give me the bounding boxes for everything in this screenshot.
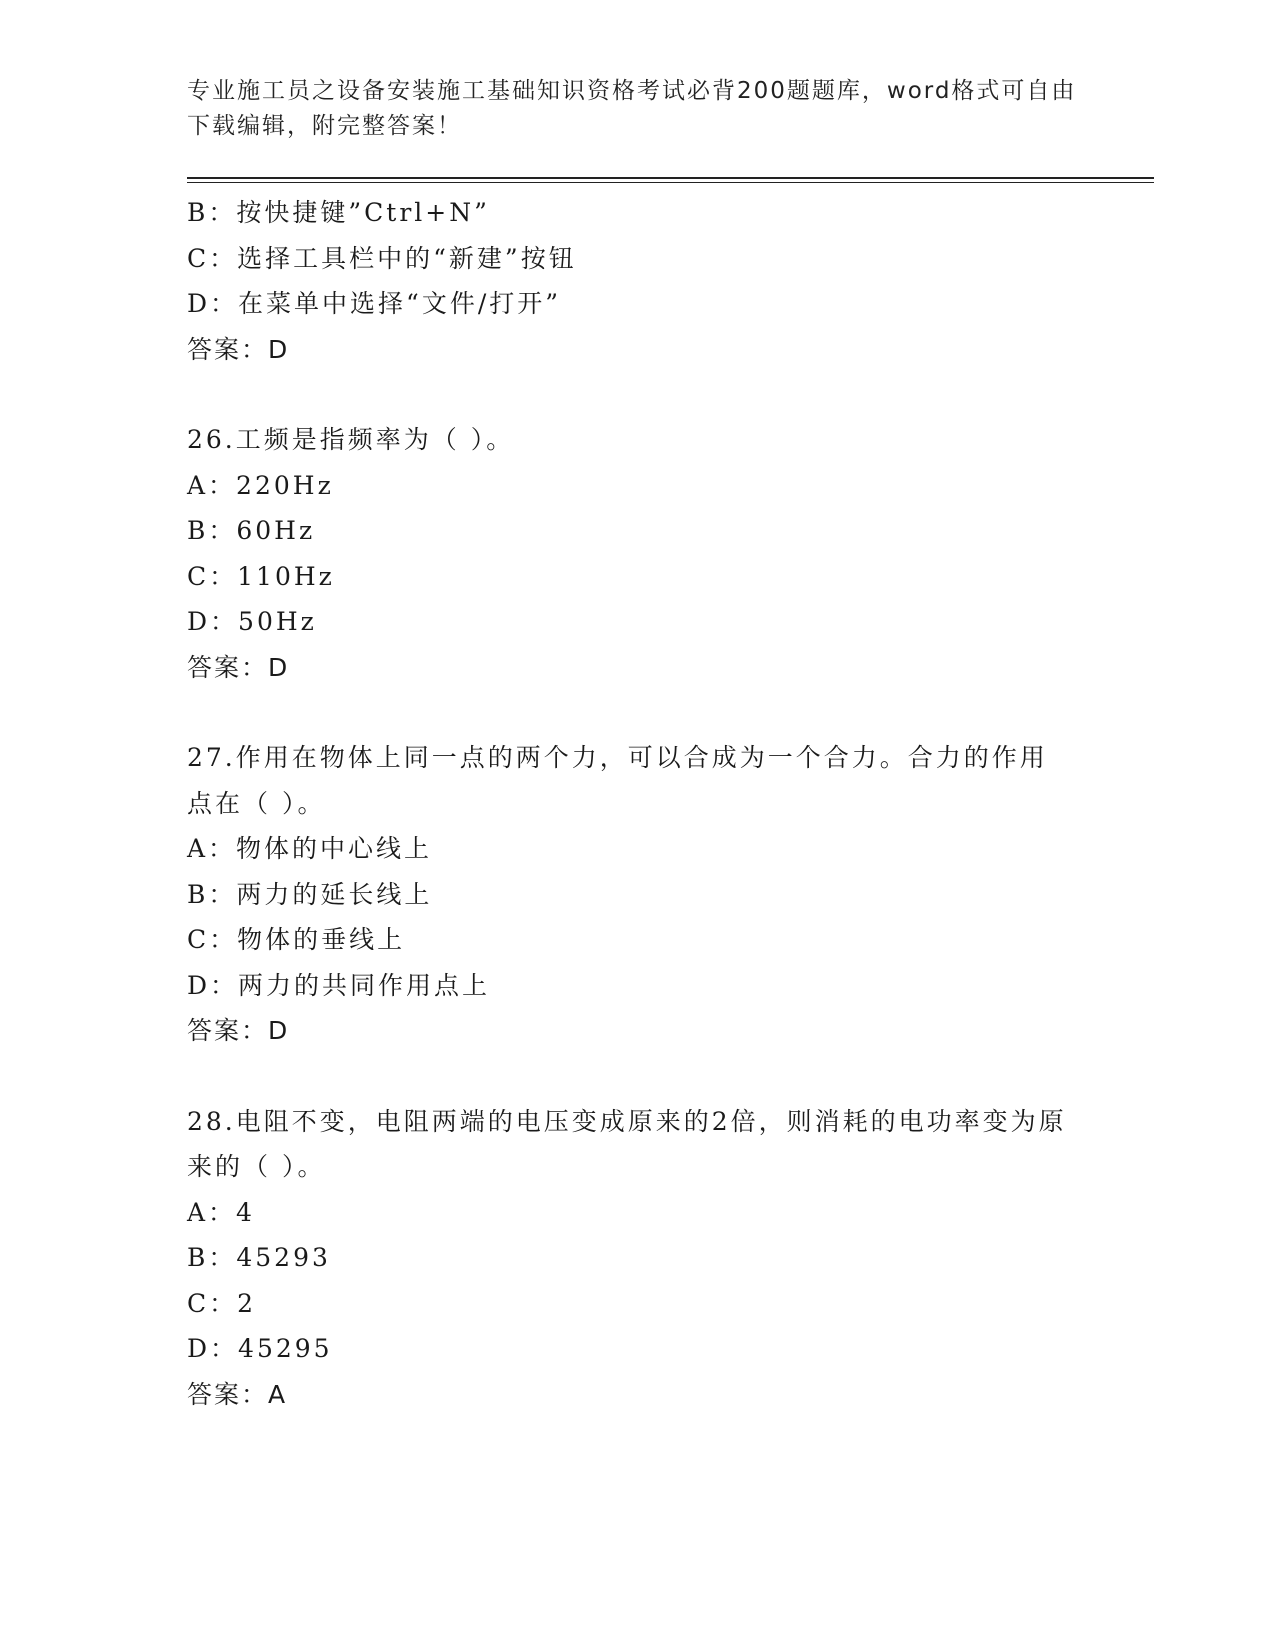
option-d: D：在菜单中选择“文件/打开” [187, 289, 562, 318]
option-a: A：4 [187, 1197, 255, 1227]
option-b: B：60Hz [187, 516, 316, 545]
previous-question-block [187, 190, 1087, 372]
header-divider-thick [187, 177, 1154, 179]
option-d: D：45295 [187, 1334, 333, 1363]
option-c: C：2 [187, 1288, 257, 1318]
option-a: A：物体的中心线上 [187, 834, 433, 863]
question-27 [187, 735, 1087, 1054]
answer-line: 答案：D [187, 1016, 290, 1045]
answer-line: 答案：D [187, 652, 290, 682]
question-26 [187, 417, 1087, 690]
option-c: C：物体的垂线上 [187, 925, 406, 954]
option-c: C：110Hz [187, 561, 335, 591]
option-b: B：两力的延长线上 [187, 879, 433, 909]
question-text: 26.工频是指频率为（ ）。 [187, 425, 515, 454]
option-c: C：选择工具栏中的“新建”按钮 [187, 243, 577, 273]
option-d: D：两力的共同作用点上 [187, 970, 491, 1000]
question-text: 28.电阻不变，电阻两端的电压变成原来的2倍，则消耗的电功率变为原来的（ ）。 [187, 1106, 1067, 1181]
answer-line: 答案：D [187, 334, 290, 364]
header-divider-thin [187, 182, 1154, 183]
document-body [187, 190, 1087, 1417]
document-header: 专业施工员之设备安装施工基础知识资格考试必背200题题库，word格式可自由下载编辑，附完整答案！ [187, 78, 1077, 139]
answer-line: 答案：A [187, 1379, 288, 1409]
option-a: A：220Hz [187, 470, 334, 500]
question-text: 27.作用在物体上同一点的两个力，可以合成为一个合力。合力的作用点在（ ）。 [187, 743, 1048, 818]
option-b: B：按快捷键”Ctrl+N” [187, 198, 490, 227]
question-28 [187, 1099, 1087, 1418]
option-b: B：45293 [187, 1243, 331, 1272]
option-d: D：50Hz [187, 607, 317, 636]
